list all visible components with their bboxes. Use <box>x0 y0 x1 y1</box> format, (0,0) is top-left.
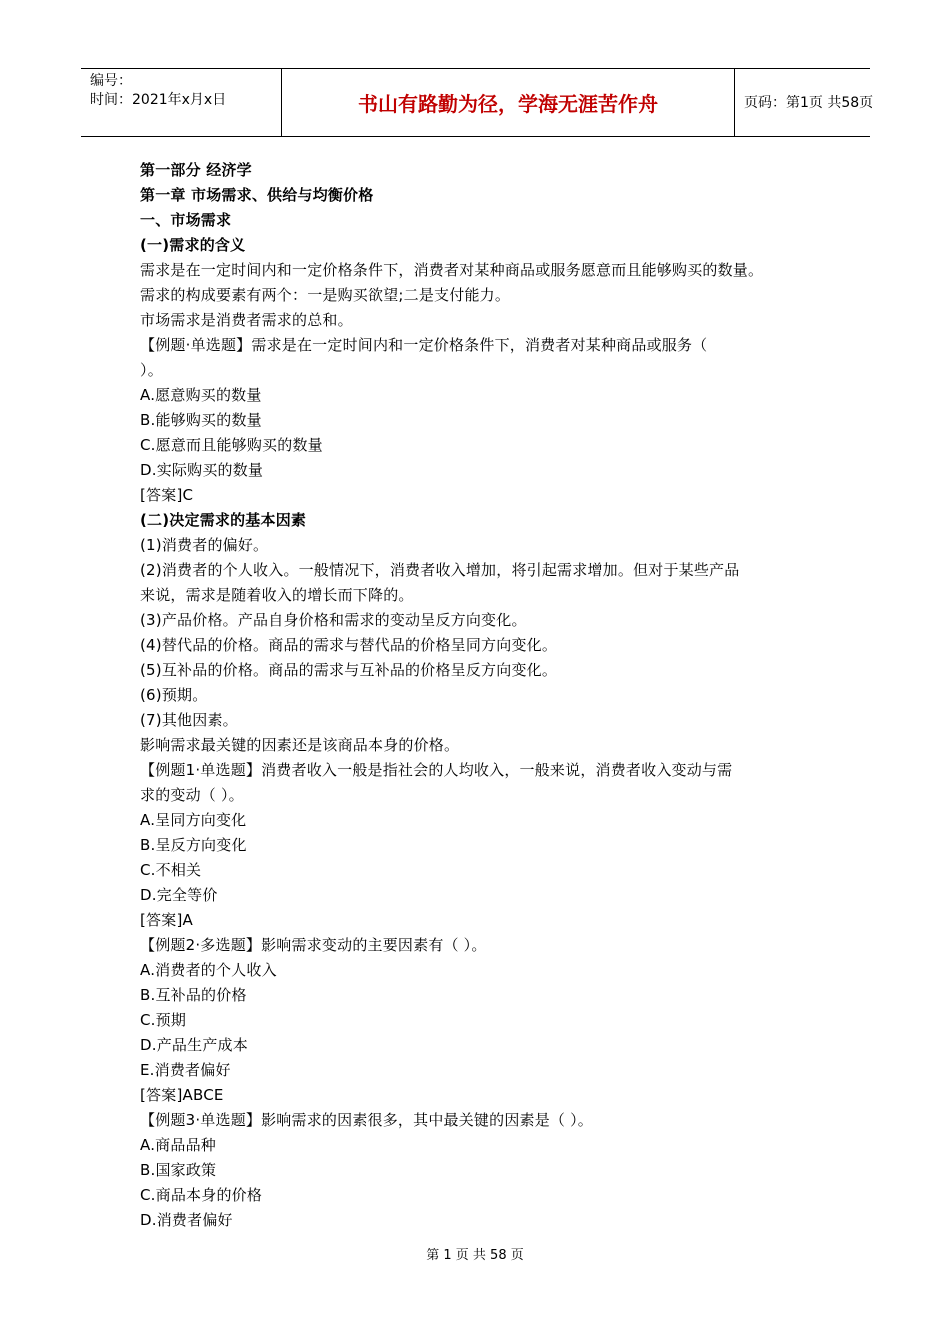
body-text-line: 【例题2·多选题】影响需求变动的主要因素有（ ）。 <box>140 936 487 954</box>
section-heading: (一)需求的含义 <box>140 236 246 254</box>
body-text-line: 【例题3·单选题】影响需求的因素很多，其中最关键的因素是（ ）。 <box>140 1111 593 1129</box>
body-text-line: (3)产品价格。产品自身价格和需求的变动呈反方向变化。 <box>140 611 527 629</box>
section-heading: 第一章 市场需求、供给与均衡价格 <box>140 186 374 204</box>
body-text-line: B.呈反方向变化 <box>140 836 247 854</box>
header-motto-cell <box>281 69 735 136</box>
body-text-line: (7)其他因素。 <box>140 711 238 729</box>
body-text-line: (1)消费者的偏好。 <box>140 536 269 554</box>
body-text-line: 求的变动（ ）。 <box>140 786 244 804</box>
page-footer: 第 1 页 共 58 页 <box>426 1248 524 1263</box>
body-text-line: 市场需求是消费者需求的总和。 <box>140 311 353 329</box>
body-text-line: B.能够购买的数量 <box>140 411 262 429</box>
body-text-line: C.预期 <box>140 1011 187 1029</box>
body-text-line: (2)消费者的个人收入。一般情况下，消费者收入增加，将引起需求增加。但对于某些产品 <box>140 561 740 579</box>
section-heading: 第一部分 经济学 <box>140 161 252 179</box>
body-text-line: E.消费者偏好 <box>140 1061 231 1079</box>
body-text-line: 影响需求最关键的因素还是该商品本身的价格。 <box>140 736 460 754</box>
body-text-line: 需求的构成要素有两个：一是购买欲望;二是支付能力。 <box>140 286 511 304</box>
body-text-line: B.国家政策 <box>140 1161 217 1179</box>
body-text-line: 【例题1·单选题】消费者收入一般是指社会的人均收入，一般来说，消费者收入变动与需 <box>140 761 733 779</box>
header-motto: 书山有路勤为径，学海无涯苦作舟 <box>358 92 658 116</box>
header-page-info: 页码：第1页 共58页 <box>744 95 874 111</box>
body-text-line: (6)预期。 <box>140 686 208 704</box>
document-number-label: 编号： <box>90 73 132 89</box>
section-heading: (二)决定需求的基本因素 <box>140 511 307 529</box>
body-text-line: ）。 <box>140 361 163 379</box>
document-time-label: 时间：2021年x月x日 <box>90 92 227 108</box>
header-page-cell <box>734 69 874 136</box>
body-text-line: C.愿意而且能够购买的数量 <box>140 436 323 454</box>
body-text-line: D.实际购买的数量 <box>140 461 264 479</box>
body-text-line: [答案]C <box>140 486 194 504</box>
body-text-line: A.商品品种 <box>140 1136 216 1154</box>
section-heading: 一、市场需求 <box>140 211 232 229</box>
body-text-line: A.消费者的个人收入 <box>140 961 277 979</box>
body-text-line: [答案]ABCE <box>140 1086 224 1104</box>
body-text-line: 来说，需求是随着收入的增长而下降的。 <box>140 586 414 604</box>
body-text-line: C.商品本身的价格 <box>140 1186 263 1204</box>
body-text-line: 【例题·单选题】需求是在一定时间内和一定价格条件下，消费者对某种商品或服务（ <box>140 336 708 354</box>
body-text-line: [答案]A <box>140 911 193 929</box>
header-meta-cell <box>81 69 281 136</box>
body-text-line: A.愿意购买的数量 <box>140 386 262 404</box>
page-header <box>81 68 874 137</box>
document-body <box>140 158 830 1233</box>
body-text-line: D.消费者偏好 <box>140 1211 233 1229</box>
body-text-line: D.完全等价 <box>140 886 218 904</box>
body-text-line: C.不相关 <box>140 861 202 879</box>
body-text-line: A.呈同方向变化 <box>140 811 247 829</box>
body-text-line: B.互补品的价格 <box>140 986 247 1004</box>
body-text-line: (5)互补品的价格。商品的需求与互补品的价格呈反方向变化。 <box>140 661 558 679</box>
body-text-line: (4)替代品的价格。商品的需求与替代品的价格呈同方向变化。 <box>140 636 558 654</box>
body-text-line: D.产品生产成本 <box>140 1036 248 1054</box>
body-text-line: 需求是在一定时间内和一定价格条件下，消费者对某种商品或服务愿意而且能够购买的数量。 <box>140 261 764 279</box>
